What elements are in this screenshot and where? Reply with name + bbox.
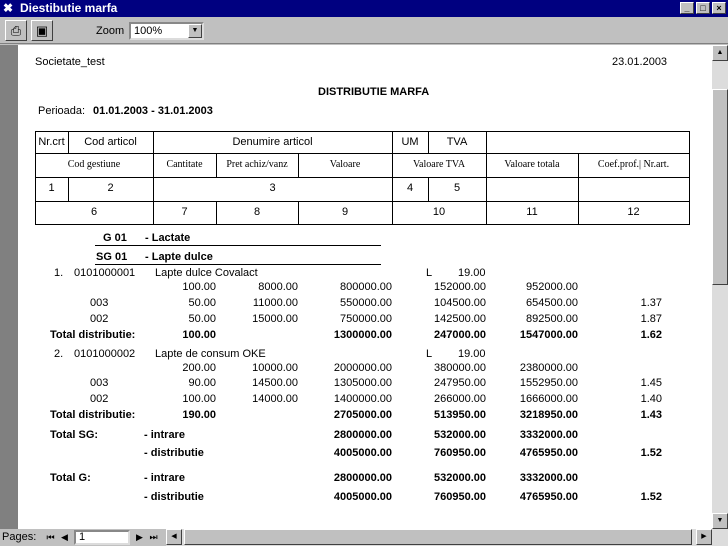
cell-vat: 104500.00 xyxy=(434,297,486,309)
article-um: L xyxy=(426,267,433,279)
cell-value: 1305000.00 xyxy=(333,377,392,389)
col-cantitate: Cantitate xyxy=(166,159,203,170)
col-valoare: Valoare xyxy=(329,159,361,170)
col-pret: Pret achiz/vanz xyxy=(226,159,288,170)
article-code: 0101000001 xyxy=(74,267,136,279)
cell-total: 4765950.00 xyxy=(519,491,578,503)
cell-total: 892500.00 xyxy=(526,313,578,325)
article-code: 0101000002 xyxy=(74,348,136,360)
group-name: - Lactate xyxy=(145,232,191,244)
num-11: 11 xyxy=(526,206,538,218)
col-cod-gestiune: Cod gestiune xyxy=(67,159,121,170)
export-button[interactable] xyxy=(31,20,53,41)
distributie-label: - distributie xyxy=(144,491,204,503)
subgroup-code: SG 01 xyxy=(96,251,128,263)
distributie-label: - distributie xyxy=(144,447,204,459)
cell-value: 2800000.00 xyxy=(333,429,392,441)
num-10: 10 xyxy=(432,206,446,218)
print-button[interactable] xyxy=(5,20,27,41)
num-4: 4 xyxy=(406,182,414,194)
cell-gest: 003 xyxy=(90,377,109,389)
pages-label: Pages: xyxy=(2,531,37,543)
cell-value: 2705000.00 xyxy=(333,409,392,421)
period-value: 01.01.2003 - 31.01.2003 xyxy=(93,105,213,117)
cell-qty: 200.00 xyxy=(182,362,216,374)
num-2: 2 xyxy=(107,182,114,194)
cell-total: 3332000.00 xyxy=(519,472,578,484)
cell-price: 8000.00 xyxy=(258,281,298,293)
total-distributie-label: Total distributie: xyxy=(50,409,136,421)
scroll-up-icon[interactable]: ▲ xyxy=(712,45,728,61)
print-icon: ⎙ xyxy=(10,23,22,38)
cell-qty: 190.00 xyxy=(182,409,216,421)
scroll-right-icon[interactable]: ▶ xyxy=(696,529,712,545)
cell-price: 15000.00 xyxy=(252,313,298,325)
cell-gest: 002 xyxy=(90,313,109,325)
cell-vat: 380000.00 xyxy=(434,362,486,374)
vertical-scrollbar[interactable] xyxy=(712,45,728,529)
cell-qty: 100.00 xyxy=(182,393,216,405)
cell-coef: 1.52 xyxy=(640,491,662,503)
first-page-icon[interactable]: ⏮ xyxy=(46,532,55,542)
cell-vat: 513950.00 xyxy=(434,409,486,421)
cell-total: 654500.00 xyxy=(526,297,578,309)
cell-total: 2380000.00 xyxy=(519,362,578,374)
cell-coef: 1.87 xyxy=(640,313,662,325)
article-nr: 2. xyxy=(54,348,64,360)
col-valoare-totala: Valoare totala xyxy=(504,159,560,170)
period-label: Perioada: xyxy=(38,105,86,117)
maximize-button[interactable]: □ xyxy=(696,2,710,14)
cell-price: 14500.00 xyxy=(252,377,298,389)
col-denumire: Denumire articol xyxy=(232,136,313,148)
window-title: Diestibutie marfa xyxy=(20,1,118,15)
hscroll-thumb[interactable] xyxy=(184,529,692,545)
report-date: 23.01.2003 xyxy=(612,56,668,68)
article-tva: 19.00 xyxy=(458,348,486,360)
chevron-down-icon[interactable]: ▼ xyxy=(188,24,202,38)
num-12: 12 xyxy=(627,206,640,218)
report-viewport xyxy=(0,45,712,529)
minimize-button[interactable]: _ xyxy=(680,2,694,14)
total-g-label: Total G: xyxy=(50,472,91,484)
cell-value: 750000.00 xyxy=(340,313,392,325)
cell-vat: 152000.00 xyxy=(434,281,486,293)
cell-total: 952000.00 xyxy=(526,281,578,293)
intrare-label: - intrare xyxy=(144,472,185,484)
col-valoare-tva: Valoare TVA xyxy=(412,159,466,170)
cell-vat: 760950.00 xyxy=(434,447,486,459)
cell-vat: 532000.00 xyxy=(434,429,486,441)
cell-coef: 1.43 xyxy=(640,409,662,421)
col-um: UM xyxy=(401,136,419,148)
cell-value: 1400000.00 xyxy=(333,393,392,405)
article-name: Lapte de consum OKE xyxy=(155,348,266,360)
cell-coef: 1.37 xyxy=(640,297,662,309)
last-page-icon[interactable]: ⏭ xyxy=(149,532,158,542)
horizontal-scrollbar[interactable] xyxy=(166,529,728,546)
scroll-left-icon[interactable]: ◀ xyxy=(166,529,182,545)
col-coef: Coef.prof.| Nr.art. xyxy=(597,159,670,170)
scroll-down-icon[interactable]: ▼ xyxy=(712,513,728,529)
cell-gest: 002 xyxy=(90,393,109,405)
cell-total: 4765950.00 xyxy=(519,447,578,459)
subgroup-name: - Lapte dulce xyxy=(145,251,213,263)
page-number-input[interactable] xyxy=(74,530,130,545)
article-nr: 1. xyxy=(54,267,64,279)
scroll-thumb[interactable] xyxy=(712,89,728,285)
status-bar xyxy=(0,529,728,546)
cell-value: 800000.00 xyxy=(340,281,392,293)
zoom-label: Zoom xyxy=(96,25,125,37)
cell-vat: 760950.00 xyxy=(434,491,486,503)
cell-value: 4005000.00 xyxy=(333,447,392,459)
group-code: G 01 xyxy=(103,232,127,244)
cell-coef: 1.40 xyxy=(640,393,662,405)
article-um: L xyxy=(426,348,433,360)
col-cod-articol: Cod articol xyxy=(84,136,137,148)
cell-vat: 247000.00 xyxy=(434,329,486,341)
col-nr-crt: Nr.crt xyxy=(38,136,65,148)
cell-vat: 532000.00 xyxy=(434,472,486,484)
report-page xyxy=(18,45,712,529)
title-bar xyxy=(0,0,728,17)
cell-coef: 1.62 xyxy=(640,329,662,341)
total-distributie-label: Total distributie: xyxy=(50,329,136,341)
cell-value: 550000.00 xyxy=(340,297,392,309)
cell-total: 3218950.00 xyxy=(519,409,578,421)
zoom-select[interactable] xyxy=(129,22,204,40)
intrare-label: - intrare xyxy=(144,429,185,441)
toolbar xyxy=(0,17,728,44)
prev-page-icon[interactable]: ◀ xyxy=(61,532,68,542)
cell-total: 1666000.00 xyxy=(519,393,578,405)
num-8: 8 xyxy=(253,206,261,218)
cell-value: 2000000.00 xyxy=(333,362,392,374)
company-name: Societate_test xyxy=(35,56,105,68)
total-sg-label: Total SG: xyxy=(50,429,99,441)
export-icon: ▣ xyxy=(35,23,49,38)
num-5: 5 xyxy=(453,182,461,194)
page-number-value: 1 xyxy=(79,531,86,543)
cell-value: 1300000.00 xyxy=(333,329,392,341)
article-name: Lapte dulce Covalact xyxy=(155,267,258,279)
col-tva: TVA xyxy=(446,136,468,148)
report-title: DISTRIBUTIE MARFA xyxy=(318,86,430,98)
cell-total: 1547000.00 xyxy=(519,329,578,341)
cell-qty: 90.00 xyxy=(188,377,216,389)
cell-vat: 247950.00 xyxy=(434,377,486,389)
cell-qty: 50.00 xyxy=(188,313,216,325)
cell-value: 4005000.00 xyxy=(333,491,392,503)
num-7: 7 xyxy=(181,206,188,218)
num-6: 6 xyxy=(90,206,98,218)
cell-price: 14000.00 xyxy=(252,393,298,405)
cell-vat: 266000.00 xyxy=(434,393,486,405)
zoom-value: 100% xyxy=(134,25,163,37)
cell-price: 11000.00 xyxy=(252,297,298,309)
cell-vat: 142500.00 xyxy=(434,313,486,325)
cell-gest: 003 xyxy=(90,297,109,309)
next-page-icon[interactable]: ▶ xyxy=(136,532,143,542)
cell-qty: 100.00 xyxy=(182,281,216,293)
cell-coef: 1.52 xyxy=(640,447,662,459)
cell-total: 3332000.00 xyxy=(519,429,578,441)
app-icon: ✖ xyxy=(3,1,14,15)
num-9: 9 xyxy=(341,206,349,218)
cell-total: 1552950.00 xyxy=(519,377,578,389)
cell-qty: 50.00 xyxy=(188,297,216,309)
cell-price: 10000.00 xyxy=(252,362,298,374)
num-3: 3 xyxy=(269,182,276,194)
article-tva: 19.00 xyxy=(458,267,486,279)
cell-value: 2800000.00 xyxy=(333,472,392,484)
num-1: 1 xyxy=(48,182,55,194)
cell-coef: 1.45 xyxy=(640,377,662,389)
close-button[interactable]: × xyxy=(712,2,726,14)
cell-qty: 100.00 xyxy=(182,329,216,341)
